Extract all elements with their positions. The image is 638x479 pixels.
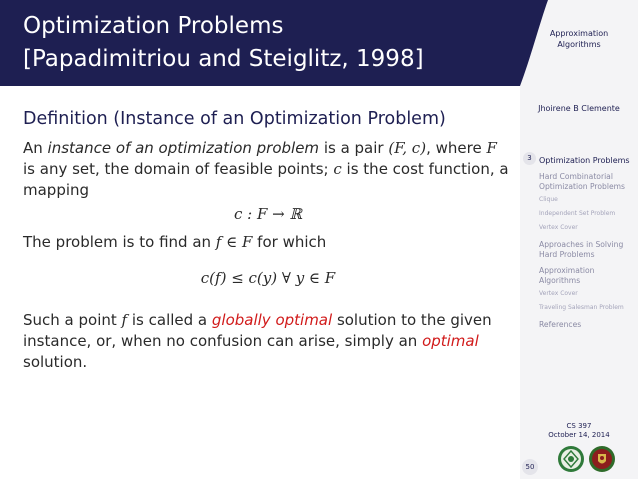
- p1-text-1: An: [23, 139, 48, 157]
- p1-text-4: is any set, the domain of feasible points;: [23, 160, 334, 178]
- p2-text-2: for which: [252, 233, 327, 251]
- p3-text-2: is called a: [127, 311, 212, 329]
- sidebar-title-line-2: Algorithms: [557, 40, 601, 49]
- toc-independent-set[interactable]: Independent Set Problem: [539, 210, 616, 217]
- p1-text-2: is a pair: [319, 139, 389, 157]
- p3-text-4: solution.: [23, 353, 88, 371]
- sidebar-course-info: [520, 422, 638, 440]
- p3-text-3: solution to the given instance, or, when no confusion can arise, simply an: [23, 311, 492, 350]
- sidebar-author[interactable]: Jhoirene B Clemente: [538, 104, 620, 113]
- toc-references[interactable]: References: [539, 320, 582, 329]
- toc-approaches[interactable]: [539, 240, 637, 260]
- sidebar: [520, 0, 638, 479]
- p1-math-c: c: [333, 160, 342, 178]
- p1-text-5: is the cost function, a mapping: [23, 160, 509, 199]
- institution-logos: [557, 444, 619, 474]
- alert-globally-optimal: globally optimal: [211, 311, 333, 329]
- p3-text-1: Such a point: [23, 311, 122, 329]
- toc-hard-combinatorial-line-2: Optimization Problems: [539, 182, 625, 191]
- toc-approaches-line-2: Hard Problems: [539, 250, 595, 259]
- p1-emphasis: instance of an optimization problem: [47, 139, 320, 157]
- sidebar-presentation-title[interactable]: [520, 28, 638, 50]
- sidebar-course: CS 397: [566, 422, 592, 430]
- p2-math: f ∈ F: [215, 233, 253, 251]
- definition-title: Definition (Instance of an Optimization Problem): [23, 109, 446, 129]
- university-seal-icon: [558, 446, 584, 472]
- frame-title: [23, 10, 503, 76]
- toc-hard-combinatorial[interactable]: [539, 172, 637, 192]
- toc-approx-line-1: Approximation: [539, 266, 595, 275]
- frame-title-line-1: Optimization Problems: [23, 13, 284, 39]
- table-of-contents: [539, 156, 637, 336]
- toc-approx-line-2: Algorithms: [539, 276, 581, 285]
- toc-traveling-salesman[interactable]: Traveling Salesman Problem: [539, 304, 624, 311]
- p1-text-3: , where: [426, 139, 487, 157]
- problem-paragraph: [23, 232, 513, 253]
- definition-paragraph: [23, 138, 513, 201]
- toc-clique[interactable]: Clique: [539, 196, 558, 203]
- toc-vertex-cover-1[interactable]: Vertex Cover: [539, 224, 578, 231]
- toc-optimization-problems[interactable]: Optimization Problems: [539, 156, 630, 165]
- p3-math-f: f: [121, 311, 128, 329]
- sidebar-date: October 14, 2014: [548, 431, 610, 439]
- equation-optimality: c(f) ≤ c(y) ∀ y ∈ F: [200, 269, 336, 287]
- current-section-badge: 3: [523, 152, 536, 165]
- equation-cost-mapping: c : F → ℝ: [234, 205, 302, 223]
- p1-math-pair: (F, c): [388, 139, 427, 157]
- sidebar-title-line-1: Approximation: [549, 29, 609, 38]
- toc-hard-combinatorial-line-1: Hard Combinatorial: [539, 172, 613, 181]
- frame-title-bar: [0, 0, 520, 86]
- toc-approaches-line-1: Approaches in Solving: [539, 240, 624, 249]
- frame-title-line-2: [Papadimitriou and Steiglitz, 1998]: [23, 46, 424, 72]
- toc-vertex-cover-2[interactable]: Vertex Cover: [539, 290, 578, 297]
- solution-paragraph: [23, 310, 513, 373]
- p2-text-1: The problem is to find an: [23, 233, 216, 251]
- toc-approximation-algorithms[interactable]: [539, 266, 637, 286]
- department-seal-icon: [589, 446, 615, 472]
- alert-optimal: optimal: [422, 332, 479, 350]
- p1-math-F: F: [486, 139, 497, 157]
- slide-number-badge: 50: [522, 459, 538, 475]
